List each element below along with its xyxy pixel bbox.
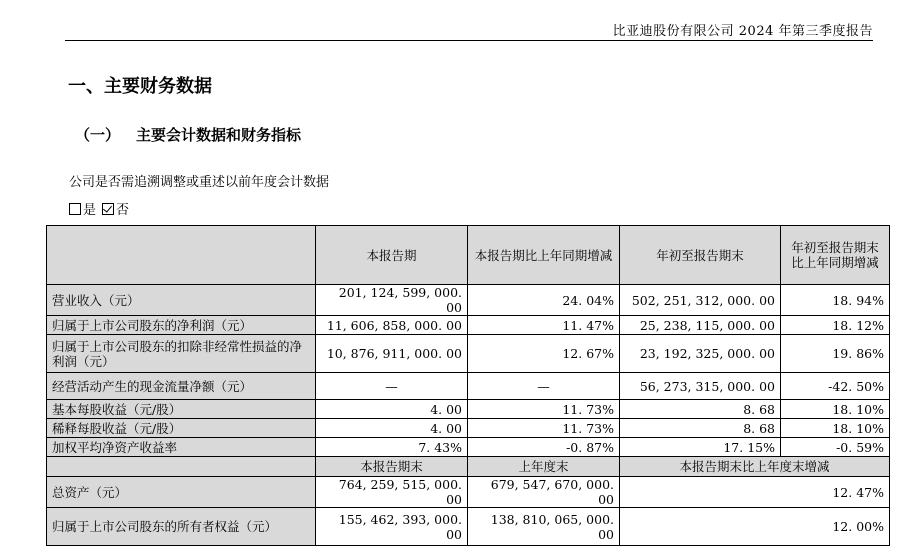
table-cell: 8. 68 bbox=[620, 400, 781, 419]
subsection-number: （一） bbox=[75, 126, 121, 144]
table-cell: 12. 00% bbox=[620, 508, 890, 546]
option-yes bbox=[69, 199, 96, 218]
subheader-cell bbox=[47, 457, 316, 477]
table-cell: 17. 15% bbox=[620, 438, 781, 457]
table-cell: 11. 73% bbox=[468, 400, 620, 419]
header-cell: 年初至报告期末 bbox=[620, 226, 781, 285]
table-cell: 12. 67% bbox=[468, 335, 620, 373]
table-row bbox=[47, 316, 890, 335]
subheader-cell: 本报告期末 bbox=[316, 457, 468, 477]
table-cell: 56, 273, 315, 000. 00 bbox=[620, 373, 781, 400]
table-cell: 10, 876, 911, 000. 00 bbox=[316, 335, 468, 373]
table-cell: 4. 00 bbox=[316, 400, 468, 419]
financial-data-table bbox=[46, 225, 890, 546]
table-cell: -0. 59% bbox=[781, 438, 890, 457]
row-label: 总资产（元） bbox=[47, 477, 316, 508]
checkbox-unchecked-icon bbox=[69, 203, 81, 215]
table-cell: 138, 810, 065, 000. 00 bbox=[468, 508, 620, 546]
table-cell: 4. 00 bbox=[316, 419, 468, 438]
row-label: 基本每股收益（元/股） bbox=[47, 400, 316, 419]
table-row bbox=[47, 419, 890, 438]
row-label: 归属于上市公司股东的扣除非经常性损益的净利润（元） bbox=[47, 335, 316, 373]
table-cell: — bbox=[468, 373, 620, 400]
table-row bbox=[47, 400, 890, 419]
table-cell: 11. 47% bbox=[468, 316, 620, 335]
option-yes-label: 是 bbox=[83, 203, 97, 218]
subsection-title bbox=[75, 124, 301, 145]
table-cell: -42. 50% bbox=[781, 373, 890, 400]
row-label: 归属于上市公司股东的净利润（元） bbox=[47, 316, 316, 335]
header-cell: 本报告期 bbox=[316, 226, 468, 285]
table-cell: 19. 86% bbox=[781, 335, 890, 373]
row-label: 营业收入（元） bbox=[47, 285, 316, 316]
table-row bbox=[47, 508, 890, 546]
header-cell: 本报告期比上年同期增减 bbox=[468, 226, 620, 285]
header-cell: 年初至报告期末比上年同期增减 bbox=[781, 226, 890, 285]
table-subheader-row bbox=[47, 457, 890, 477]
table-row bbox=[47, 438, 890, 457]
row-label: 经营活动产生的现金流量净额（元） bbox=[47, 373, 316, 400]
table-cell: -0. 87% bbox=[468, 438, 620, 457]
table-cell: 23, 192, 325, 000. 00 bbox=[620, 335, 781, 373]
header-cell bbox=[47, 226, 316, 285]
table-row bbox=[47, 477, 890, 508]
row-label: 稀释每股收益（元/股） bbox=[47, 419, 316, 438]
table-cell: 11. 73% bbox=[468, 419, 620, 438]
row-label: 归属于上市公司股东的所有者权益（元） bbox=[47, 508, 316, 546]
subsection-text: 主要会计数据和财务指标 bbox=[136, 126, 302, 144]
checkbox-checked-icon bbox=[102, 203, 114, 215]
table-cell: 764, 259, 515, 000. 00 bbox=[316, 477, 468, 508]
table-cell: 18. 12% bbox=[781, 316, 890, 335]
restatement-question: 公司是否需追溯调整或重述以前年度会计数据 bbox=[69, 175, 330, 190]
table-cell: 18. 10% bbox=[781, 400, 890, 419]
restatement-options bbox=[69, 199, 129, 218]
table-row bbox=[47, 335, 890, 373]
subheader-cell: 上年度末 bbox=[468, 457, 620, 477]
table-cell: 679, 547, 670, 000. 00 bbox=[468, 477, 620, 508]
table-row bbox=[47, 373, 890, 400]
table-cell: 18. 94% bbox=[781, 285, 890, 316]
table-cell: 18. 10% bbox=[781, 419, 890, 438]
table-cell: 155, 462, 393, 000. 00 bbox=[316, 508, 468, 546]
document-header: 比亚迪股份有限公司 2024 年第三季度报告 bbox=[612, 24, 873, 39]
table-cell: 25, 238, 115, 000. 00 bbox=[620, 316, 781, 335]
table-cell: 502, 251, 312, 000. 00 bbox=[620, 285, 781, 316]
section-title: 一、主要财务数据 bbox=[68, 76, 212, 97]
header-rule bbox=[65, 40, 873, 41]
table-cell: 24. 04% bbox=[468, 285, 620, 316]
table-cell: — bbox=[316, 373, 468, 400]
table-cell: 8. 68 bbox=[620, 419, 781, 438]
subheader-cell: 本报告期末比上年度末增减 bbox=[620, 457, 890, 477]
table-cell: 11, 606, 858, 000. 00 bbox=[316, 316, 468, 335]
table-row bbox=[47, 285, 890, 316]
table-cell: 201, 124, 599, 000. 00 bbox=[316, 285, 468, 316]
table-cell: 12. 47% bbox=[620, 477, 890, 508]
option-no-label: 否 bbox=[116, 203, 130, 218]
row-label: 加权平均净资产收益率 bbox=[47, 438, 316, 457]
table-cell: 7. 43% bbox=[316, 438, 468, 457]
option-no bbox=[102, 199, 129, 218]
table-header-row bbox=[47, 226, 890, 285]
